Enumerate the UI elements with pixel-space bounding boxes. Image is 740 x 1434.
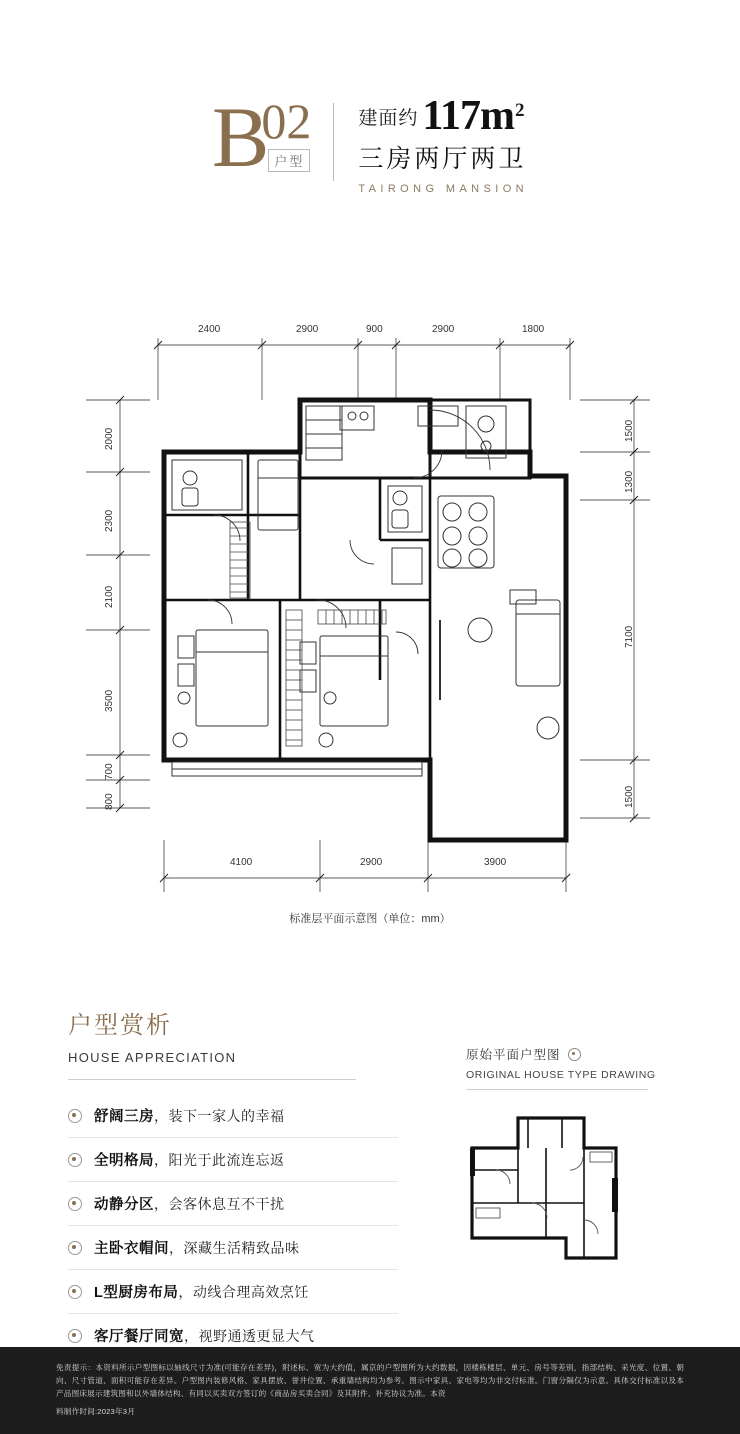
dim-right-3: 1500 — [624, 785, 635, 808]
list-item — [68, 1226, 398, 1270]
bullet-icon — [68, 1153, 82, 1167]
list-item-rest: ，动线合理高效烹饪 — [178, 1283, 309, 1300]
list-item-rest: ，深藏生活精致品味 — [169, 1239, 300, 1256]
floor-plan — [0, 300, 740, 940]
appreciation-subtitle: HOUSE APPRECIATION — [68, 1050, 237, 1065]
legal-footer — [0, 1347, 740, 1434]
list-item — [68, 1270, 398, 1314]
dim-left-0: 2000 — [104, 427, 115, 450]
circle-dot-icon — [568, 1048, 581, 1061]
area-prefix: 建面约 — [358, 108, 419, 129]
dim-right-2: 7100 — [624, 625, 635, 648]
original-plan-title-cn-text: 原始平面户型图 — [466, 1048, 561, 1062]
list-item-strong: 全明格局 — [94, 1153, 154, 1169]
dim-left-1: 2300 — [104, 509, 115, 532]
appreciation-title: 户型赏析 — [68, 1013, 172, 1039]
bullet-icon — [68, 1109, 82, 1123]
original-plan-title-cn — [466, 1045, 666, 1063]
plan-caption: 标准层平面示意图（单位：mm） — [289, 913, 451, 925]
dim-left-3: 3500 — [104, 689, 115, 712]
unit-tag: 户型 — [268, 149, 310, 172]
bullet-icon — [68, 1329, 82, 1343]
list-item-strong: 动静分区 — [94, 1197, 154, 1213]
appreciation-list — [68, 1094, 398, 1358]
floor-plan-svg — [0, 300, 740, 940]
dim-right-0: 1500 — [624, 419, 635, 442]
area-line — [358, 95, 528, 137]
list-item — [68, 1182, 398, 1226]
original-plan-drawing — [466, 1108, 666, 1293]
dim-left-5: 800 — [104, 793, 115, 810]
list-item — [68, 1094, 398, 1138]
dim-bottom-1: 2900 — [360, 857, 383, 868]
dim-bottom-2: 3900 — [484, 857, 507, 868]
area-number: 117m — [422, 93, 515, 139]
bullet-icon — [68, 1241, 82, 1255]
list-item-strong: 主卧衣帽间 — [94, 1241, 169, 1257]
dim-top-3: 2900 — [432, 324, 455, 335]
list-item — [68, 1138, 398, 1182]
page-header — [0, 89, 740, 215]
area-superscript: 2 — [515, 100, 525, 121]
unit-letter: B — [211, 89, 268, 185]
dim-top-1: 2900 — [296, 324, 319, 335]
original-plan-divider — [466, 1089, 648, 1090]
appreciation-section — [68, 1005, 398, 1358]
unit-spec-group — [334, 95, 528, 195]
original-plan-section — [466, 1045, 666, 1293]
dim-top-2: 900 — [366, 324, 383, 335]
room-layout: 三房两厅两卫 — [358, 145, 527, 173]
bullet-icon — [68, 1197, 82, 1211]
list-item-rest: ，会客休息互不干扰 — [154, 1195, 285, 1212]
unit-number: 02 — [261, 93, 312, 149]
list-item-rest: ，装下一家人的幸福 — [154, 1107, 285, 1124]
dim-left-4: 700 — [104, 763, 115, 780]
list-item-strong: 舒阔三房 — [94, 1109, 154, 1125]
legal-text-line-2: 料制作时间:2023年3月 — [56, 1407, 135, 1416]
legal-text-line-1: 免责提示：本资料所示户型图标以轴线尺寸为准(可能存在差异)，附述标、宽为大约值，属京的户型图所为大约数据，因楼栋楼层、单元、房号等差别，指部结构、采光度、位置、朝向、尺寸管道、面积可能存在差异。户型图内装修风格、家具摆放、誉井位置、承重墙结构均为参考。图示中家具、家电等均为非交付标准。门窗分隔仅为示意。具体交付标准以及本产品图床展示建筑图和以外墙体结构、有同以买卖双方签订的《商品房买卖合同》及其附件、补充协议为准。本资 — [56, 1363, 684, 1398]
dim-left-2: 2100 — [104, 585, 115, 608]
list-item-rest: ，阳光于此流连忘返 — [154, 1151, 285, 1168]
dim-right-1: 1300 — [624, 470, 635, 493]
dim-top-4: 1800 — [522, 324, 545, 335]
bullet-icon — [68, 1285, 82, 1299]
unit-code-group — [211, 89, 333, 185]
dim-top-0: 2400 — [198, 324, 221, 335]
appreciation-divider — [68, 1079, 356, 1080]
plan-walls — [164, 400, 566, 840]
list-item-strong: L型厨房布局 — [94, 1285, 179, 1301]
brand-name: TAIRONG MANSION — [358, 183, 529, 195]
list-item-strong: 客厅餐厅同宽 — [94, 1329, 184, 1345]
list-item-rest: ，视野通透更显大气 — [184, 1327, 315, 1344]
original-plan-title-en: ORIGINAL HOUSE TYPE DRAWING — [466, 1069, 656, 1081]
dim-bottom-0: 4100 — [230, 857, 253, 868]
